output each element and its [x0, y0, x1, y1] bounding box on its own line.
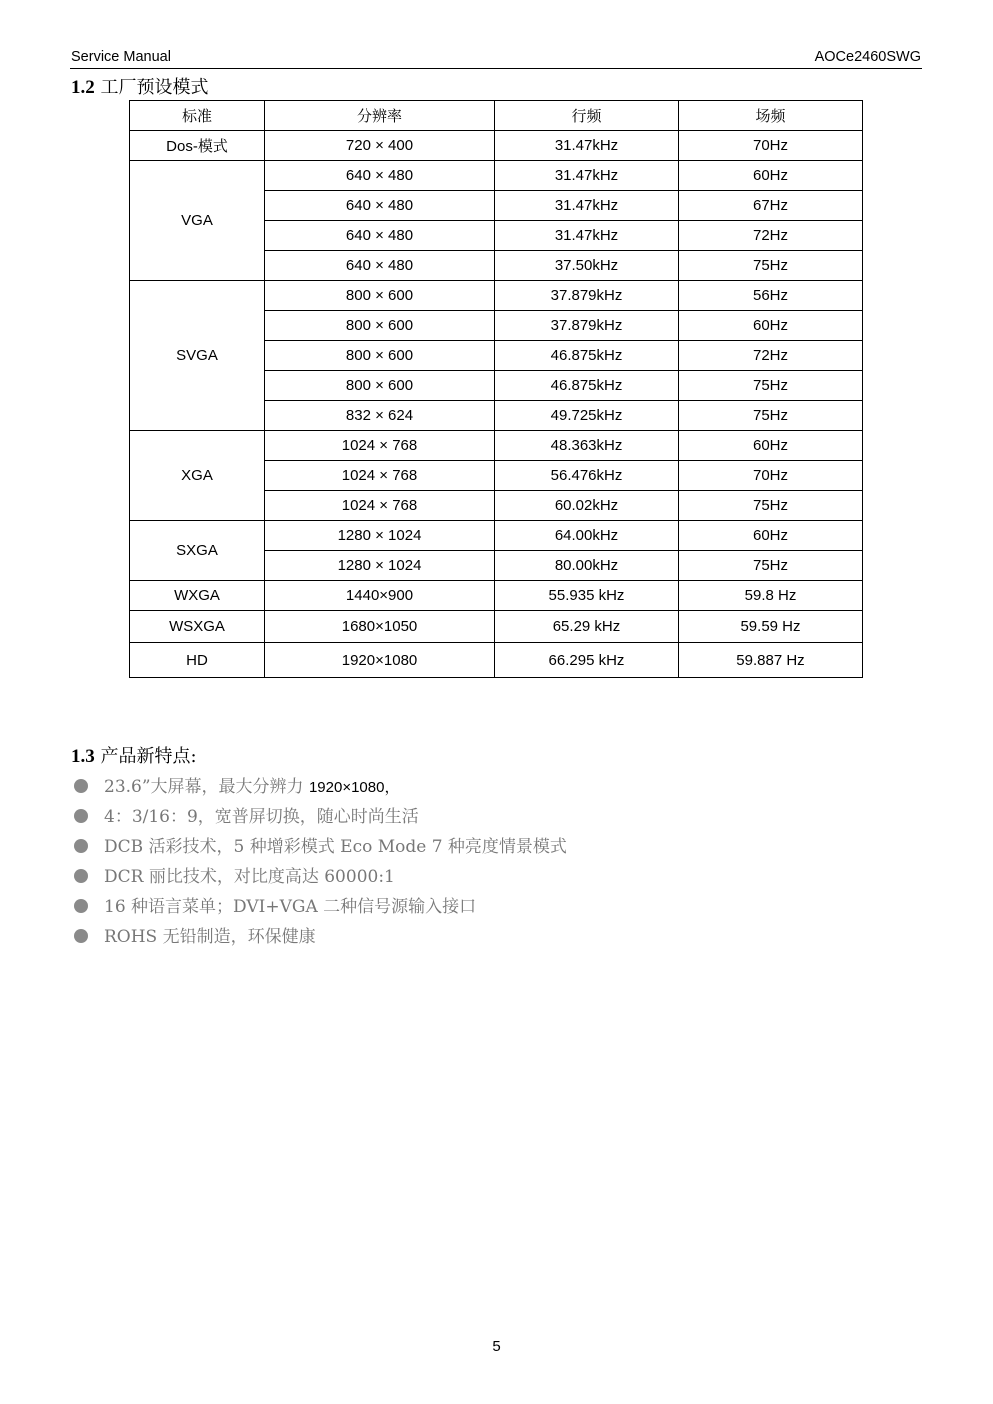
resolution-cell: 1024 × 768: [265, 491, 495, 521]
feature-item: [70, 772, 567, 802]
section-number: 1.3: [71, 746, 95, 767]
resolution-cell: 1440×900: [265, 581, 495, 611]
horizontal-frequency-cell: 31.47kHz: [495, 131, 679, 161]
resolution-cell: 800 × 600: [265, 281, 495, 311]
vertical-frequency-cell: 60Hz: [679, 521, 863, 551]
horizontal-frequency-cell: 48.363kHz: [495, 431, 679, 461]
bullet-icon: [74, 809, 88, 823]
feature-item: [70, 802, 567, 832]
column-header-resolution: 分辨率: [265, 101, 495, 131]
column-header-vertical-frequency: 场频: [679, 101, 863, 131]
standard-cell: SXGA: [130, 521, 265, 581]
table-row: [130, 161, 863, 191]
vertical-frequency-cell: 70Hz: [679, 131, 863, 161]
resolution-cell: 640 × 480: [265, 221, 495, 251]
vertical-frequency-cell: 67Hz: [679, 191, 863, 221]
horizontal-frequency-cell: 31.47kHz: [495, 191, 679, 221]
feature-text: 16 种语言菜单；DVI+VGA 二种信号源输入接口: [104, 897, 477, 917]
horizontal-frequency-cell: 37.879kHz: [495, 281, 679, 311]
feature-item: [70, 922, 567, 952]
vertical-frequency-cell: 75Hz: [679, 251, 863, 281]
vertical-frequency-cell: 59.887 Hz: [679, 643, 863, 678]
horizontal-frequency-cell: 31.47kHz: [495, 221, 679, 251]
feature-text: 4：3/16：9，宽普屏切换，随心时尚生活: [104, 807, 419, 827]
resolution-cell: 1280 × 1024: [265, 521, 495, 551]
page-header: [70, 48, 922, 69]
horizontal-frequency-cell: 60.02kHz: [495, 491, 679, 521]
horizontal-frequency-cell: 46.875kHz: [495, 341, 679, 371]
resolution-cell: 800 × 600: [265, 341, 495, 371]
standard-cell: XGA: [130, 431, 265, 521]
vertical-frequency-cell: 75Hz: [679, 371, 863, 401]
table-row: [130, 431, 863, 461]
resolution-cell: 640 × 480: [265, 251, 495, 281]
bullet-icon: [74, 929, 88, 943]
table-row: [130, 521, 863, 551]
resolution-cell: 800 × 600: [265, 311, 495, 341]
vertical-frequency-cell: 75Hz: [679, 491, 863, 521]
vertical-frequency-cell: 59.8 Hz: [679, 581, 863, 611]
resolution-cell: 1680×1050: [265, 611, 495, 643]
section-title-text: 产品新特点:: [100, 746, 197, 767]
vertical-frequency-cell: 75Hz: [679, 401, 863, 431]
feature-item: [70, 892, 567, 922]
feature-resolution: 1920×1080，: [308, 779, 400, 796]
resolution-cell: 1920×1080: [265, 643, 495, 678]
horizontal-frequency-cell: 55.935 kHz: [495, 581, 679, 611]
table-body: [130, 101, 863, 678]
resolution-cell: 720 × 400: [265, 131, 495, 161]
vertical-frequency-cell: 60Hz: [679, 161, 863, 191]
vertical-frequency-cell: 56Hz: [679, 281, 863, 311]
section-title-text: 工厂预设模式: [100, 77, 209, 98]
bullet-icon: [74, 869, 88, 883]
standard-cell: HD: [130, 643, 265, 678]
table-row: [130, 581, 863, 611]
horizontal-frequency-cell: 37.879kHz: [495, 311, 679, 341]
table-row: [130, 643, 863, 678]
column-header-horizontal-frequency: 行频: [495, 101, 679, 131]
table-header-row: [130, 101, 863, 131]
resolution-cell: 1280 × 1024: [265, 551, 495, 581]
factory-preset-modes-table: [129, 100, 863, 678]
resolution-cell: 1024 × 768: [265, 461, 495, 491]
resolution-cell: 800 × 600: [265, 371, 495, 401]
horizontal-frequency-cell: 56.476kHz: [495, 461, 679, 491]
vertical-frequency-cell: 72Hz: [679, 221, 863, 251]
vertical-frequency-cell: 70Hz: [679, 461, 863, 491]
vertical-frequency-cell: 59.59 Hz: [679, 611, 863, 643]
feature-text: DCB 活彩技术，5 种增彩模式 Eco Mode 7 种亮度情景模式: [104, 837, 567, 857]
standard-cell: WSXGA: [130, 611, 265, 643]
horizontal-frequency-cell: 66.295 kHz: [495, 643, 679, 678]
horizontal-frequency-cell: 37.50kHz: [495, 251, 679, 281]
horizontal-frequency-cell: 49.725kHz: [495, 401, 679, 431]
section-number: 1.2: [71, 77, 95, 98]
resolution-cell: 832 × 624: [265, 401, 495, 431]
section-title-1-3: [71, 742, 197, 768]
bullet-icon: [74, 899, 88, 913]
horizontal-frequency-cell: 31.47kHz: [495, 161, 679, 191]
standard-cell: VGA: [130, 161, 265, 281]
resolution-cell: 640 × 480: [265, 191, 495, 221]
vertical-frequency-cell: 72Hz: [679, 341, 863, 371]
standard-cell: WXGA: [130, 581, 265, 611]
feature-item: [70, 832, 567, 862]
table-row: [130, 131, 863, 161]
column-header-standard: 标准: [130, 101, 265, 131]
standard-cell: SVGA: [130, 281, 265, 431]
header-doc-type: Service Manual: [71, 49, 171, 65]
vertical-frequency-cell: 60Hz: [679, 431, 863, 461]
feature-item: [70, 862, 567, 892]
horizontal-frequency-cell: 46.875kHz: [495, 371, 679, 401]
vertical-frequency-cell: 75Hz: [679, 551, 863, 581]
page-number: 5: [492, 1338, 501, 1355]
resolution-cell: 640 × 480: [265, 161, 495, 191]
feature-list: [70, 772, 567, 952]
resolution-cell: 1024 × 768: [265, 431, 495, 461]
section-title-1-2: [71, 73, 208, 99]
horizontal-frequency-cell: 80.00kHz: [495, 551, 679, 581]
horizontal-frequency-cell: 64.00kHz: [495, 521, 679, 551]
table-row: [130, 281, 863, 311]
bullet-icon: [74, 779, 88, 793]
header-model: AOCe2460SWG: [814, 49, 921, 65]
standard-cell: Dos-模式: [130, 131, 265, 161]
feature-text: ROHS 无铅制造，环保健康: [104, 927, 316, 947]
vertical-frequency-cell: 60Hz: [679, 311, 863, 341]
table-row: [130, 611, 863, 643]
bullet-icon: [74, 839, 88, 853]
feature-text: DCR 丽比技术，对比度高达 60000:1: [104, 867, 395, 887]
horizontal-frequency-cell: 65.29 kHz: [495, 611, 679, 643]
feature-text: 23.6”大屏幕，最大分辨力: [104, 777, 309, 797]
